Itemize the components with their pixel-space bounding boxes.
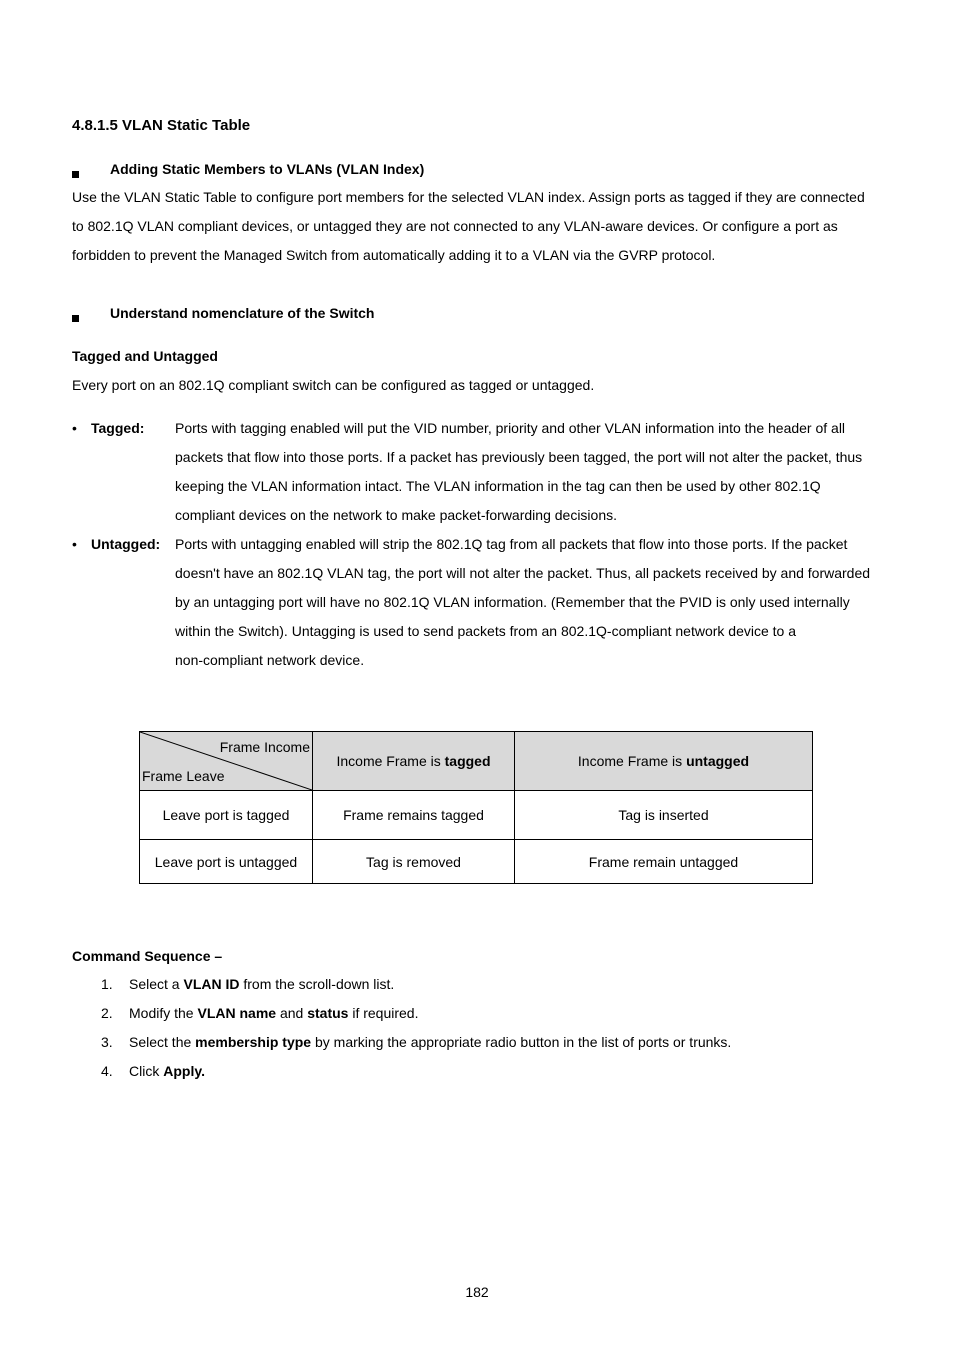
corner-cell: [140, 732, 313, 791]
list-item: 2. Modify the VLAN name and status if required.: [101, 1005, 419, 1021]
bullet-heading-adding-members: Adding Static Members to VLANs (VLAN Index): [110, 161, 425, 177]
header-income-tagged: Income Frame is tagged: [313, 732, 515, 791]
text-line: keeping the VLAN information intact. The VLAN information in the tag can then be used by other 802.1Q: [175, 478, 821, 494]
command-steps-list: [101, 970, 731, 1086]
table-row: [140, 791, 813, 840]
text-line: Ports with untagging enabled will strip the 802.1Q tag from all packets that flow into those ports. If the packet: [175, 536, 848, 552]
text-line: compliant devices on the network to make packet-forwarding decisions.: [175, 507, 617, 523]
row-label: Leave port is tagged: [140, 791, 313, 840]
text-line: non-compliant network device.: [175, 652, 365, 668]
text-line: packets that flow into those ports. If a packet has previously been tagged, the port will not alter the packet, thus: [175, 449, 863, 465]
frame-tagging-table: [139, 731, 813, 884]
square-bullet-icon: [72, 309, 79, 325]
bullet1-paragraph: [72, 183, 902, 270]
bullet-heading-nomenclature: Understand nomenclature of the Switch: [110, 305, 375, 321]
list-item: 3. Select the membership type by marking the appropriate radio button in the list of ports or trunks.: [101, 1034, 732, 1050]
row-label: Leave port is untagged: [140, 840, 313, 884]
list-item: 1. Select a VLAN ID from the scroll-down list.: [101, 976, 395, 992]
text-line: forbidden to prevent the Managed Switch from automatically adding it to a VLAN via the GVRP protocol.: [72, 247, 716, 263]
corner-bottom-label: Frame Leave: [142, 768, 225, 784]
section-title: 4.8.1.5 VLAN Static Table: [72, 117, 251, 134]
tagged-untagged-intro: Every port on an 802.1Q compliant switch can be configured as tagged or untagged.: [72, 377, 595, 393]
table-cell: Tag is inserted: [515, 791, 813, 840]
text-line: by an untagging port will have no 802.1Q VLAN information. (Remember that the PVID is only used internally: [175, 594, 850, 610]
text-line: to 802.1Q VLAN compliant devices, or untagged they are not connected to any VLAN-aware devices. Or configure a port as: [72, 218, 838, 234]
table-cell: Tag is removed: [313, 840, 515, 884]
text-line: Ports with tagging enabled will put the VID number, priority and other VLAN information into the header of all: [175, 420, 846, 436]
dot-bullet-icon: •: [72, 420, 77, 436]
table-cell: Frame remains tagged: [313, 791, 515, 840]
text-line: doesn't have an 802.1Q VLAN tag, the port will not alter the packet. Thus, all packets received by and forwarded: [175, 565, 871, 581]
table-row: [140, 840, 813, 884]
text-line: within the Switch). Untagging is used to send packets from an 802.1Q-compliant network device to a: [175, 623, 796, 639]
header-income-untagged: Income Frame is untagged: [515, 732, 813, 791]
page-number: 182: [465, 1284, 489, 1300]
tagged-untagged-heading: Tagged and Untagged: [72, 348, 218, 364]
corner-top-label: Frame Income: [219, 739, 310, 755]
definition-term: Untagged:: [91, 536, 161, 552]
definition-term: Tagged:: [91, 420, 145, 436]
list-item: 4. Click Apply.: [101, 1063, 205, 1079]
table-cell: Frame remain untagged: [515, 840, 813, 884]
text-line: Use the VLAN Static Table to configure port members for the selected VLAN index. Assign ports as tagged if they are connected: [72, 189, 865, 205]
square-bullet-icon: [72, 165, 79, 181]
dot-bullet-icon: •: [72, 536, 77, 552]
command-sequence-heading: Command Sequence –: [72, 948, 223, 964]
